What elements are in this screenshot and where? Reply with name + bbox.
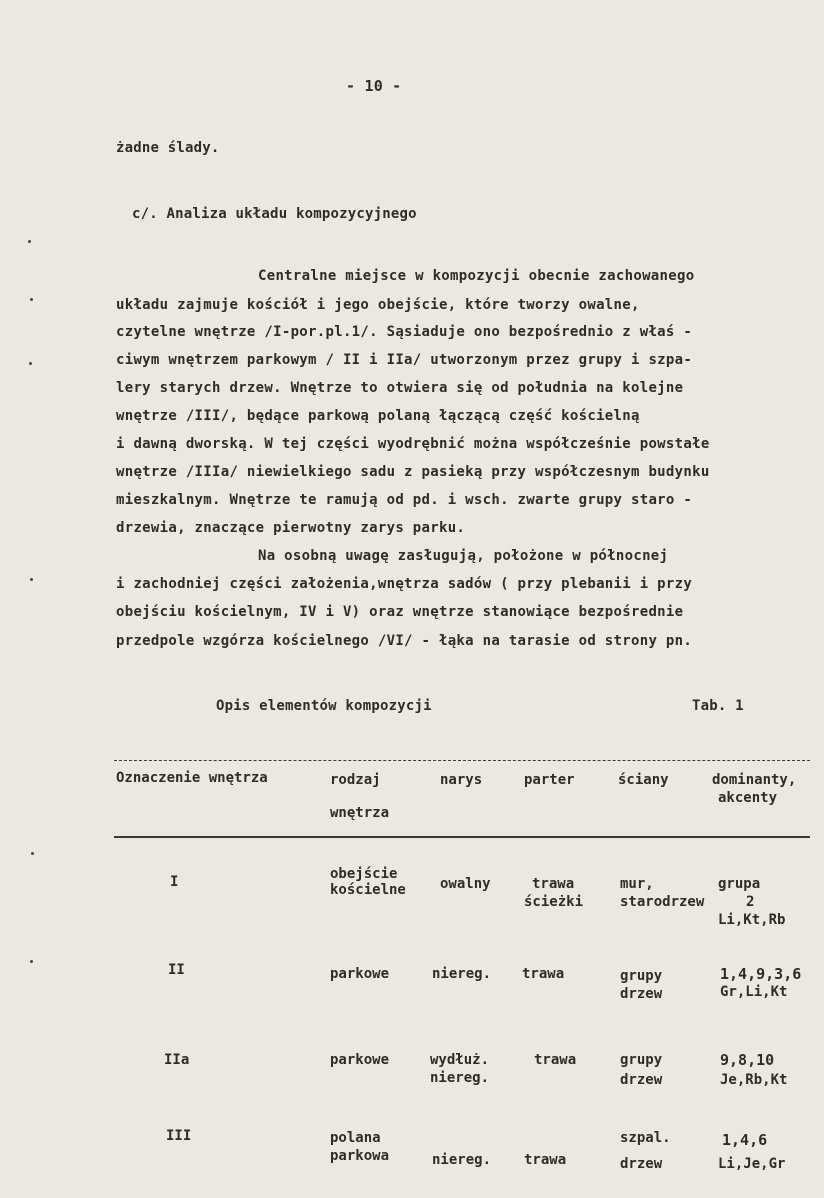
intro-line: żadne ślady. <box>116 140 220 156</box>
header-narys: narys <box>440 772 483 788</box>
header-sciany: ściany <box>618 772 669 788</box>
cell-sciany: szpal. <box>620 1130 671 1146</box>
cell-narys: niereg. <box>430 1070 490 1086</box>
cell-sciany: drzew <box>620 1072 663 1088</box>
cell-narys: wydłuż. <box>430 1052 490 1068</box>
cell-parter: trawa <box>534 1052 577 1068</box>
cell-dominanty: Je,Rb,Kt <box>720 1072 788 1088</box>
cell-dominanty: 9,8,10 <box>720 1051 775 1069</box>
header-dominanty-line-2: akcenty <box>718 790 778 806</box>
cell-rodzaj: polana <box>330 1130 381 1146</box>
table-header-rule <box>114 836 810 838</box>
cell-sciany: starodrzew <box>620 894 705 910</box>
cell-rodzaj: parkowe <box>330 1052 390 1068</box>
header-parter: parter <box>524 772 575 788</box>
cell-rodzaj: kościelne <box>330 882 406 898</box>
cell-sciany: grupy <box>620 968 663 984</box>
table-title: Opis elementów kompozycji <box>216 698 432 714</box>
cell-dominanty: 1,4,9,3,6 <box>720 965 802 983</box>
paragraph-line: obejściu kościelnym, IV i V) oraz wnętrze stanowiące bezpośrednie <box>116 604 684 620</box>
header-rodzaj-line-2: wnętrza <box>330 805 390 821</box>
cell-dominanty: Li,Je,Gr <box>718 1156 786 1172</box>
paragraph-line: ciwym wnętrzem parkowym / II i IIa/ utworzonym przez grupy i szpa- <box>116 352 693 368</box>
cell-dominanty: Li,Kt,Rb <box>718 912 786 928</box>
cell-parter: trawa <box>532 876 575 892</box>
cell-narys: owalny <box>440 876 491 892</box>
header-rodzaj-line-1: rodzaj <box>330 772 381 788</box>
cell-parter: ścieżki <box>524 894 584 910</box>
cell-oznaczenie: II <box>168 962 185 978</box>
paragraph-line: i zachodniej części założenia,wnętrza sadów ( przy plebanii i przy <box>116 576 693 592</box>
margin-dot <box>30 960 33 963</box>
cell-dominanty: 1,4,6 <box>722 1131 768 1149</box>
paragraph-line: Centralne miejsce w kompozycji obecnie zachowanego <box>258 268 695 284</box>
margin-dot <box>29 362 32 365</box>
cell-oznaczenie: I <box>170 874 179 890</box>
cell-dominanty: 2 <box>746 894 755 910</box>
paragraph-line: lery starych drzew. Wnętrze to otwiera się od południa na kolejne <box>116 380 684 396</box>
cell-rodzaj: obejście <box>330 866 398 882</box>
cell-sciany: drzew <box>620 1156 663 1172</box>
table-label: Tab. 1 <box>692 698 744 714</box>
cell-sciany: mur, <box>620 876 654 892</box>
table-top-rule <box>114 760 810 761</box>
paragraph-line: wnętrze /IIIa/ niewielkiego sadu z pasieką przy współczesnym budynku <box>116 464 710 480</box>
cell-dominanty: grupa <box>718 876 761 892</box>
paragraph-line: mieszkalnym. Wnętrze te ramują od pd. i wsch. zwarte grupy staro - <box>116 492 693 508</box>
paragraph-line: Na osobną uwagę zasługują, położone w północnej <box>258 548 669 564</box>
paragraph-line: czytelne wnętrze /I-por.pl.1/. Sąsiaduje ono bezpośrednio z właś - <box>116 324 693 340</box>
paragraph-line: wnętrze /III/, będące parkową polaną łączącą część kościelną <box>116 408 640 424</box>
paragraph-line: i dawną dworską. W tej części wyodrębnić można współcześnie powstałe <box>116 436 710 452</box>
cell-rodzaj: parkowa <box>330 1148 390 1164</box>
page-number: - 10 - <box>346 77 402 95</box>
cell-oznaczenie: IIa <box>164 1052 190 1068</box>
paragraph-line: układu zajmuje kościół i jego obejście, które tworzy owalne, <box>116 297 640 313</box>
cell-sciany: grupy <box>620 1052 663 1068</box>
header-oznaczenie: Oznaczenie wnętrza <box>116 770 268 786</box>
margin-dot <box>30 578 33 581</box>
paragraph-line: przedpole wzgórza kościelnego /VI/ - łąka na tarasie od strony pn. <box>116 633 693 649</box>
cell-parter: trawa <box>522 966 565 982</box>
margin-dot <box>28 240 31 243</box>
cell-sciany: drzew <box>620 986 663 1002</box>
cell-narys: niereg. <box>432 966 492 982</box>
margin-dot <box>31 852 34 855</box>
paragraph-line: drzewia, znaczące pierwotny zarys parku. <box>116 520 466 536</box>
cell-narys: niereg. <box>432 1152 492 1168</box>
cell-parter: trawa <box>524 1152 567 1168</box>
header-dominanty-line-1: dominanty, <box>712 772 797 788</box>
section-heading: c/. Analiza układu kompozycyjnego <box>132 206 417 222</box>
cell-dominanty: Gr,Li,Kt <box>720 984 788 1000</box>
cell-oznaczenie: III <box>166 1128 192 1144</box>
margin-dot <box>30 298 33 301</box>
cell-rodzaj: parkowe <box>330 966 390 982</box>
